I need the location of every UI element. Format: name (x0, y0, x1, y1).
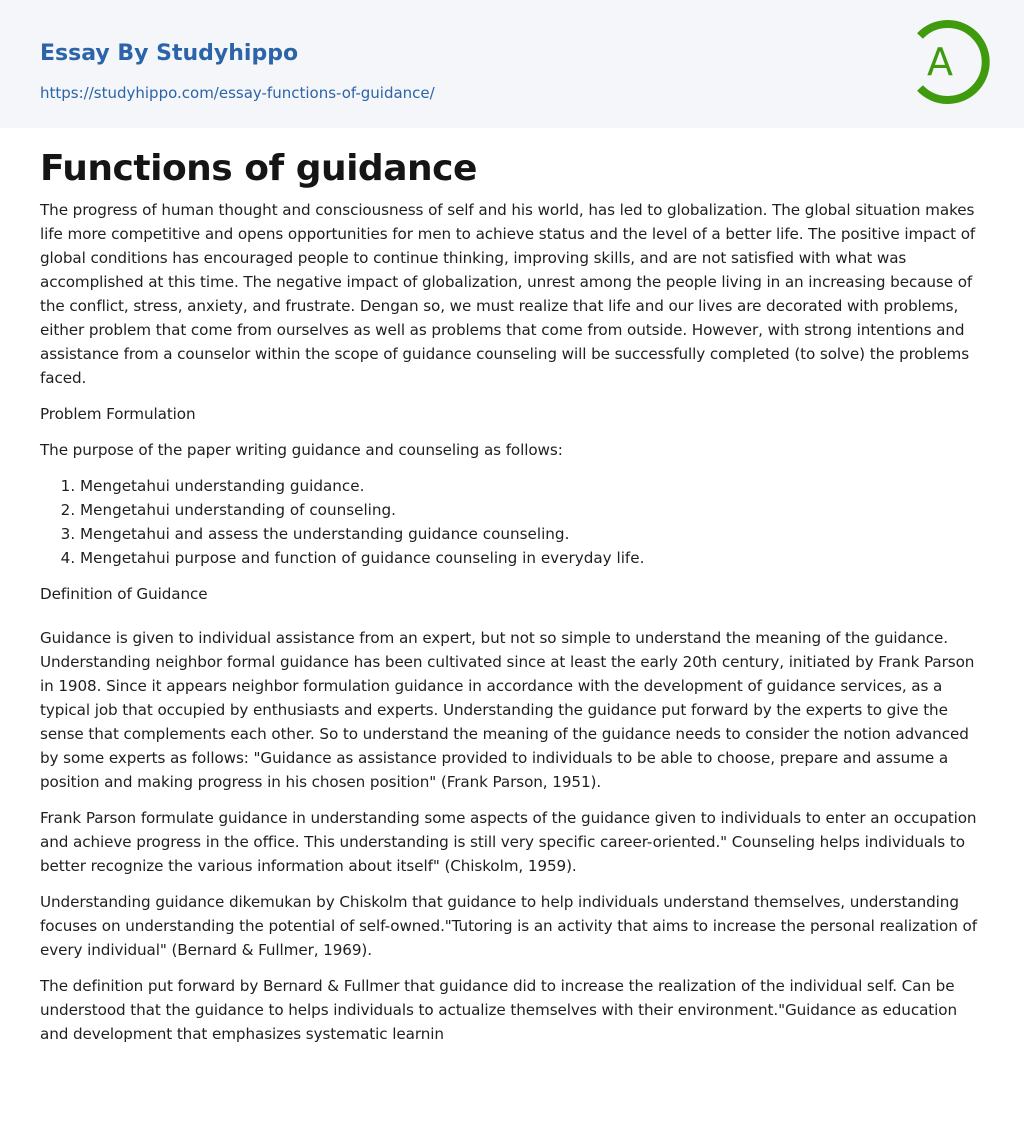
definition-paragraph-3: Understanding guidance dikemukan by Chiskolm that guidance to help individuals understand themselves, understanding focuses on understanding the potential of self-owned."Tutoring is an activity that aims to increase the personal realization of every individual" (Bernard & Fullmer, 1969). (40, 893, 977, 959)
list-item: 4. Mengetahui purpose and function of guidance counseling in everyday life. (80, 546, 984, 570)
essay-url-link[interactable]: https://studyhippo.com/essay-functions-of-guidance/ (40, 84, 435, 102)
section-heading-definition: Definition of Guidance (40, 585, 208, 603)
page-title: Functions of guidance (40, 148, 477, 189)
list-item: 3. Mengetahui and assess the understanding guidance counseling. (80, 522, 984, 546)
definition-paragraph-4: The definition put forward by Bernard & Fullmer that guidance did to increase the realization of the individual self. Can be understood that the guidance to helps individuals to actualize themselves with their environment."Guidance as education and development that emphasizes systematic learnin (40, 977, 957, 1043)
definition-paragraph-1: Guidance is given to individual assistance from an expert, but not so simple to understand the meaning of the guidance. Understanding neighbor formal guidance has been cultivated since at least the early 20th century, initiated by Frank Parson in 1908. Since it appears neighbor formulation guidance in accordance with the development of guidance services, as a typical job that occupied by enthusiasts and experts. Understanding the guidance put forward by the experts to give the sense that complements each other. So to understand the meaning of the guidance needs to consider the notion advanced by some experts as follows: "Guidance as assistance provided to individuals to be able to choose, prepare and assume a position and making progress in his chosen position" (Frank Parson, 1951). (40, 629, 975, 791)
site-title[interactable]: Essay By Studyhippo (40, 41, 299, 66)
purpose-list (40, 474, 984, 570)
definition-paragraph-2: Frank Parson formulate guidance in understanding some aspects of the guidance given to individuals to enter an occupation and achieve progress in the office. This understanding is still very specific career-oriented." Counseling helps individuals to better recognize the various information about itself" (Chiskolm, 1959). (40, 809, 977, 875)
intro-paragraph: The progress of human thought and consciousness of self and his world, has led to globalization. The global situation makes life more competitive and opens opportunities for men to achieve status and the level of a better life. The positive impact of global conditions has encouraged people to continue thinking, improving skills, and are not satisfied with what was accomplished at this time. The negative impact of globalization, unrest among the people living in an increasing because of the conflict, stress, anxiety, and frustrate. Dengan so, we must realize that life and our lives are decorated with problems, either problem that come from ourselves as well as problems that come from outside. However, with strong intentions and assistance from a counselor within the scope of guidance counseling will be successfully completed (to solve) the problems faced. (40, 201, 976, 387)
studyhippo-logo-icon[interactable] (904, 18, 992, 106)
logo-letter: A (927, 40, 953, 84)
list-item: 1. Mengetahui understanding guidance. (80, 474, 984, 498)
purpose-paragraph: The purpose of the paper writing guidance and counseling as follows: (40, 441, 563, 459)
section-heading-problem: Problem Formulation (40, 405, 196, 423)
site-header (0, 0, 1024, 128)
essay-content (0, 128, 1024, 1046)
list-item: 2. Mengetahui understanding of counseling. (80, 498, 984, 522)
